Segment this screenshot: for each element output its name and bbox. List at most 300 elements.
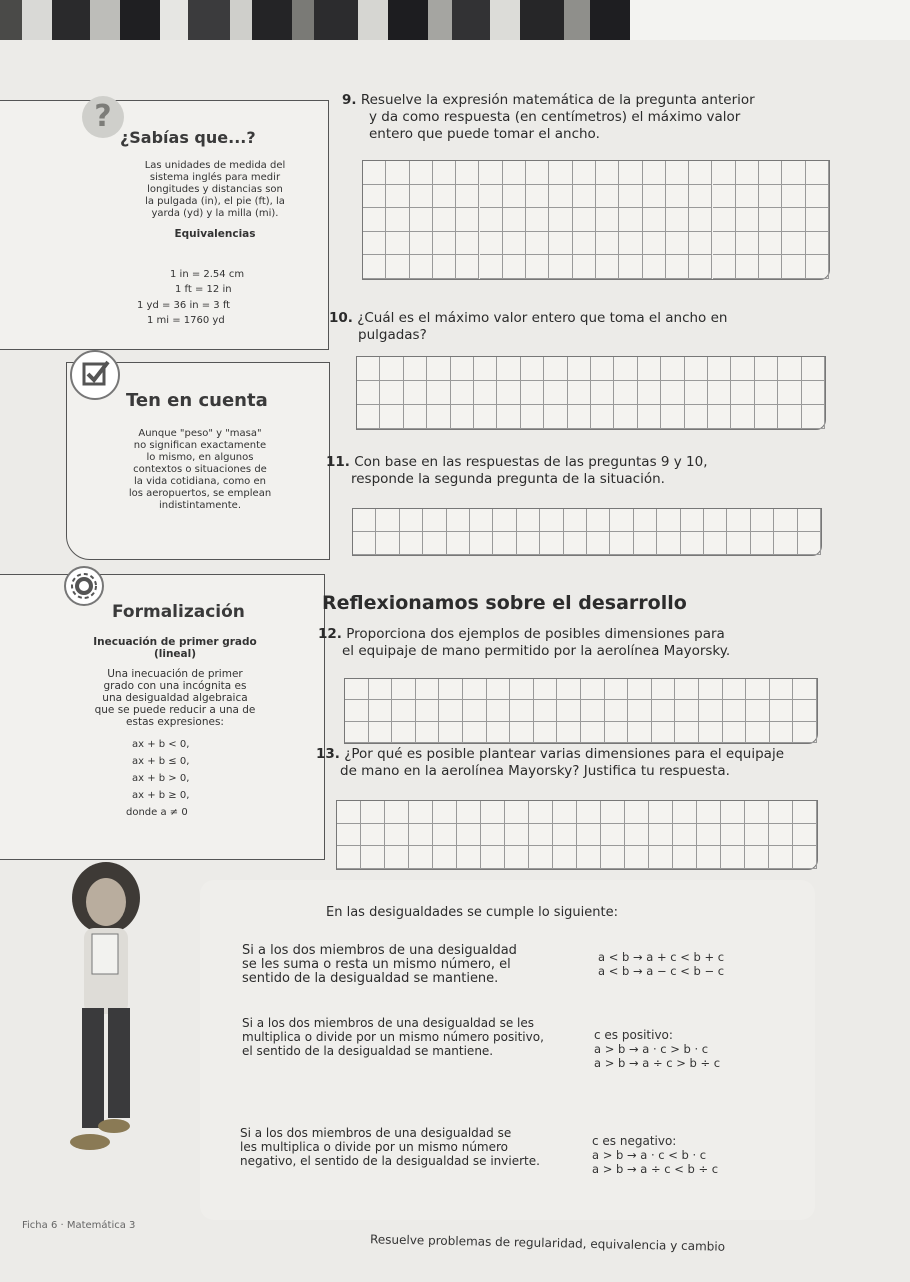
grid-cell[interactable] bbox=[746, 700, 770, 721]
grid-cell[interactable] bbox=[628, 700, 652, 721]
grid-cell[interactable] bbox=[337, 846, 361, 869]
grid-cell[interactable] bbox=[751, 532, 774, 555]
grid-cell[interactable] bbox=[581, 679, 605, 700]
grid-cell[interactable] bbox=[380, 405, 403, 429]
grid-cell[interactable] bbox=[759, 208, 782, 232]
grid-cell[interactable] bbox=[433, 846, 457, 869]
grid-cell[interactable] bbox=[745, 824, 769, 847]
grid-cell[interactable] bbox=[427, 405, 450, 429]
grid-cell[interactable] bbox=[557, 722, 581, 743]
grid-cell[interactable] bbox=[480, 232, 503, 256]
grid-cell[interactable] bbox=[596, 208, 619, 232]
grid-cell[interactable] bbox=[361, 801, 385, 824]
grid-cell[interactable] bbox=[470, 509, 493, 532]
grid-cell[interactable] bbox=[713, 232, 736, 256]
grid-cell[interactable] bbox=[549, 161, 572, 185]
grid-cell[interactable] bbox=[628, 722, 652, 743]
grid-cell[interactable] bbox=[526, 255, 549, 279]
grid-cell[interactable] bbox=[463, 722, 487, 743]
grid-cell[interactable] bbox=[755, 405, 778, 429]
grid-cell[interactable] bbox=[657, 532, 680, 555]
grid-cell[interactable] bbox=[553, 801, 577, 824]
grid-cell[interactable] bbox=[457, 846, 481, 869]
grid-cell[interactable] bbox=[487, 722, 511, 743]
grid-cell[interactable] bbox=[661, 357, 684, 381]
grid-cell[interactable] bbox=[581, 700, 605, 721]
grid-cell[interactable] bbox=[591, 405, 614, 429]
grid-cell[interactable] bbox=[681, 532, 704, 555]
grid-cell[interactable] bbox=[392, 700, 416, 721]
grid-cell[interactable] bbox=[601, 824, 625, 847]
grid-cell[interactable] bbox=[689, 161, 712, 185]
grid-cell[interactable] bbox=[793, 700, 817, 721]
grid-cell[interactable] bbox=[564, 532, 587, 555]
grid-cell[interactable] bbox=[745, 801, 769, 824]
grid-cell[interactable] bbox=[723, 700, 747, 721]
grid-cell[interactable] bbox=[685, 381, 708, 405]
grid-cell[interactable] bbox=[769, 801, 793, 824]
grid-cell[interactable] bbox=[793, 679, 817, 700]
grid-cell[interactable] bbox=[553, 824, 577, 847]
grid-cell[interactable] bbox=[619, 161, 642, 185]
grid-cell[interactable] bbox=[802, 405, 825, 429]
grid-cell[interactable] bbox=[625, 801, 649, 824]
grid-cell[interactable] bbox=[510, 679, 534, 700]
answer-grid-q12[interactable] bbox=[344, 678, 818, 744]
grid-cell[interactable] bbox=[581, 722, 605, 743]
grid-cell[interactable] bbox=[544, 357, 567, 381]
grid-cell[interactable] bbox=[416, 700, 440, 721]
grid-cell[interactable] bbox=[357, 405, 380, 429]
grid-cell[interactable] bbox=[433, 232, 456, 256]
grid-cell[interactable] bbox=[380, 357, 403, 381]
grid-cell[interactable] bbox=[736, 161, 759, 185]
grid-cell[interactable] bbox=[643, 185, 666, 209]
grid-cell[interactable] bbox=[392, 722, 416, 743]
grid-cell[interactable] bbox=[345, 700, 369, 721]
grid-cell[interactable] bbox=[770, 679, 794, 700]
grid-cell[interactable] bbox=[802, 381, 825, 405]
grid-cell[interactable] bbox=[386, 255, 409, 279]
grid-cell[interactable] bbox=[736, 255, 759, 279]
grid-cell[interactable] bbox=[369, 700, 393, 721]
grid-cell[interactable] bbox=[721, 846, 745, 869]
grid-cell[interactable] bbox=[605, 722, 629, 743]
grid-cell[interactable] bbox=[564, 509, 587, 532]
grid-cell[interactable] bbox=[708, 357, 731, 381]
grid-cell[interactable] bbox=[493, 509, 516, 532]
grid-cell[interactable] bbox=[410, 161, 433, 185]
grid-cell[interactable] bbox=[439, 679, 463, 700]
grid-cell[interactable] bbox=[463, 700, 487, 721]
grid-cell[interactable] bbox=[480, 255, 503, 279]
grid-cell[interactable] bbox=[723, 722, 747, 743]
grid-cell[interactable] bbox=[385, 824, 409, 847]
grid-cell[interactable] bbox=[652, 679, 676, 700]
grid-cell[interactable] bbox=[704, 509, 727, 532]
grid-cell[interactable] bbox=[610, 532, 633, 555]
grid-cell[interactable] bbox=[573, 185, 596, 209]
grid-cell[interactable] bbox=[689, 208, 712, 232]
grid-cell[interactable] bbox=[699, 679, 723, 700]
grid-cell[interactable] bbox=[727, 509, 750, 532]
grid-cell[interactable] bbox=[463, 679, 487, 700]
grid-cell[interactable] bbox=[759, 255, 782, 279]
grid-cell[interactable] bbox=[456, 232, 479, 256]
grid-cell[interactable] bbox=[619, 255, 642, 279]
grid-cell[interactable] bbox=[596, 255, 619, 279]
grid-cell[interactable] bbox=[526, 185, 549, 209]
grid-cell[interactable] bbox=[778, 405, 801, 429]
grid-cell[interactable] bbox=[689, 255, 712, 279]
grid-cell[interactable] bbox=[746, 722, 770, 743]
grid-cell[interactable] bbox=[410, 208, 433, 232]
grid-cell[interactable] bbox=[587, 532, 610, 555]
grid-cell[interactable] bbox=[643, 232, 666, 256]
grid-cell[interactable] bbox=[409, 801, 433, 824]
grid-cell[interactable] bbox=[713, 255, 736, 279]
grid-cell[interactable] bbox=[540, 509, 563, 532]
grid-cell[interactable] bbox=[363, 232, 386, 256]
grid-cell[interactable] bbox=[619, 185, 642, 209]
grid-cell[interactable] bbox=[451, 357, 474, 381]
grid-cell[interactable] bbox=[409, 824, 433, 847]
grid-cell[interactable] bbox=[614, 357, 637, 381]
grid-cell[interactable] bbox=[376, 532, 399, 555]
grid-cell[interactable] bbox=[534, 700, 558, 721]
grid-cell[interactable] bbox=[793, 801, 817, 824]
grid-cell[interactable] bbox=[392, 679, 416, 700]
grid-cell[interactable] bbox=[619, 208, 642, 232]
grid-cell[interactable] bbox=[526, 161, 549, 185]
grid-cell[interactable] bbox=[798, 532, 821, 555]
grid-cell[interactable] bbox=[614, 405, 637, 429]
grid-cell[interactable] bbox=[439, 722, 463, 743]
grid-cell[interactable] bbox=[727, 532, 750, 555]
grid-cell[interactable] bbox=[731, 405, 754, 429]
grid-cell[interactable] bbox=[708, 381, 731, 405]
grid-cell[interactable] bbox=[521, 405, 544, 429]
grid-cell[interactable] bbox=[363, 208, 386, 232]
grid-cell[interactable] bbox=[782, 232, 805, 256]
grid-cell[interactable] bbox=[427, 357, 450, 381]
grid-cell[interactable] bbox=[447, 532, 470, 555]
grid-cell[interactable] bbox=[503, 161, 526, 185]
grid-cell[interactable] bbox=[634, 532, 657, 555]
grid-cell[interactable] bbox=[769, 846, 793, 869]
grid-cell[interactable] bbox=[596, 185, 619, 209]
grid-cell[interactable] bbox=[793, 824, 817, 847]
grid-cell[interactable] bbox=[526, 232, 549, 256]
grid-cell[interactable] bbox=[433, 185, 456, 209]
grid-cell[interactable] bbox=[410, 185, 433, 209]
grid-cell[interactable] bbox=[474, 357, 497, 381]
grid-cell[interactable] bbox=[549, 185, 572, 209]
grid-cell[interactable] bbox=[778, 357, 801, 381]
grid-cell[interactable] bbox=[573, 161, 596, 185]
grid-cell[interactable] bbox=[493, 532, 516, 555]
grid-cell[interactable] bbox=[723, 679, 747, 700]
answer-grid-q13[interactable] bbox=[336, 800, 818, 870]
grid-cell[interactable] bbox=[521, 357, 544, 381]
grid-cell[interactable] bbox=[699, 700, 723, 721]
grid-cell[interactable] bbox=[470, 532, 493, 555]
grid-cell[interactable] bbox=[591, 357, 614, 381]
grid-cell[interactable] bbox=[353, 509, 376, 532]
grid-cell[interactable] bbox=[416, 679, 440, 700]
grid-cell[interactable] bbox=[638, 405, 661, 429]
grid-cell[interactable] bbox=[614, 381, 637, 405]
grid-cell[interactable] bbox=[649, 846, 673, 869]
grid-cell[interactable] bbox=[755, 357, 778, 381]
grid-cell[interactable] bbox=[553, 846, 577, 869]
grid-cell[interactable] bbox=[713, 161, 736, 185]
grid-cell[interactable] bbox=[385, 801, 409, 824]
grid-cell[interactable] bbox=[404, 357, 427, 381]
grid-cell[interactable] bbox=[685, 405, 708, 429]
grid-cell[interactable] bbox=[439, 700, 463, 721]
grid-cell[interactable] bbox=[497, 405, 520, 429]
grid-cell[interactable] bbox=[361, 824, 385, 847]
grid-cell[interactable] bbox=[625, 846, 649, 869]
grid-cell[interactable] bbox=[481, 824, 505, 847]
grid-cell[interactable] bbox=[591, 381, 614, 405]
grid-cell[interactable] bbox=[544, 405, 567, 429]
grid-cell[interactable] bbox=[534, 722, 558, 743]
grid-cell[interactable] bbox=[529, 846, 553, 869]
grid-cell[interactable] bbox=[416, 722, 440, 743]
grid-cell[interactable] bbox=[521, 381, 544, 405]
grid-cell[interactable] bbox=[376, 509, 399, 532]
grid-cell[interactable] bbox=[549, 208, 572, 232]
grid-cell[interactable] bbox=[451, 405, 474, 429]
grid-cell[interactable] bbox=[601, 801, 625, 824]
grid-cell[interactable] bbox=[497, 381, 520, 405]
grid-cell[interactable] bbox=[605, 700, 629, 721]
grid-cell[interactable] bbox=[731, 357, 754, 381]
grid-cell[interactable] bbox=[657, 509, 680, 532]
grid-cell[interactable] bbox=[673, 846, 697, 869]
grid-cell[interactable] bbox=[638, 381, 661, 405]
grid-cell[interactable] bbox=[345, 722, 369, 743]
grid-cell[interactable] bbox=[423, 532, 446, 555]
grid-cell[interactable] bbox=[568, 381, 591, 405]
grid-cell[interactable] bbox=[386, 185, 409, 209]
grid-cell[interactable] bbox=[510, 722, 534, 743]
grid-cell[interactable] bbox=[769, 824, 793, 847]
grid-cell[interactable] bbox=[573, 255, 596, 279]
grid-cell[interactable] bbox=[487, 679, 511, 700]
grid-cell[interactable] bbox=[456, 255, 479, 279]
grid-cell[interactable] bbox=[689, 232, 712, 256]
grid-cell[interactable] bbox=[708, 405, 731, 429]
grid-cell[interactable] bbox=[806, 255, 829, 279]
grid-cell[interactable] bbox=[337, 801, 361, 824]
grid-cell[interactable] bbox=[557, 700, 581, 721]
grid-cell[interactable] bbox=[666, 255, 689, 279]
grid-cell[interactable] bbox=[643, 161, 666, 185]
grid-cell[interactable] bbox=[673, 824, 697, 847]
grid-cell[interactable] bbox=[721, 801, 745, 824]
grid-cell[interactable] bbox=[369, 679, 393, 700]
grid-cell[interactable] bbox=[363, 255, 386, 279]
grid-cell[interactable] bbox=[457, 824, 481, 847]
answer-grid-q9[interactable] bbox=[362, 160, 830, 280]
grid-cell[interactable] bbox=[759, 161, 782, 185]
grid-cell[interactable] bbox=[652, 700, 676, 721]
grid-cell[interactable] bbox=[474, 381, 497, 405]
grid-cell[interactable] bbox=[699, 722, 723, 743]
grid-cell[interactable] bbox=[480, 161, 503, 185]
grid-cell[interactable] bbox=[457, 801, 481, 824]
grid-cell[interactable] bbox=[782, 208, 805, 232]
grid-cell[interactable] bbox=[685, 357, 708, 381]
grid-cell[interactable] bbox=[404, 381, 427, 405]
grid-cell[interactable] bbox=[481, 846, 505, 869]
grid-cell[interactable] bbox=[643, 208, 666, 232]
grid-cell[interactable] bbox=[634, 509, 657, 532]
grid-cell[interactable] bbox=[673, 801, 697, 824]
grid-cell[interactable] bbox=[456, 208, 479, 232]
grid-cell[interactable] bbox=[649, 824, 673, 847]
grid-cell[interactable] bbox=[681, 509, 704, 532]
grid-cell[interactable] bbox=[529, 824, 553, 847]
grid-cell[interactable] bbox=[652, 722, 676, 743]
grid-cell[interactable] bbox=[770, 722, 794, 743]
grid-cell[interactable] bbox=[568, 357, 591, 381]
grid-cell[interactable] bbox=[510, 700, 534, 721]
grid-cell[interactable] bbox=[601, 846, 625, 869]
grid-cell[interactable] bbox=[806, 208, 829, 232]
grid-cell[interactable] bbox=[625, 824, 649, 847]
grid-cell[interactable] bbox=[540, 532, 563, 555]
grid-cell[interactable] bbox=[480, 185, 503, 209]
grid-cell[interactable] bbox=[643, 255, 666, 279]
grid-cell[interactable] bbox=[480, 208, 503, 232]
grid-cell[interactable] bbox=[386, 161, 409, 185]
grid-cell[interactable] bbox=[782, 161, 805, 185]
grid-cell[interactable] bbox=[697, 846, 721, 869]
grid-cell[interactable] bbox=[409, 846, 433, 869]
grid-cell[interactable] bbox=[774, 532, 797, 555]
answer-grid-q10[interactable] bbox=[356, 356, 826, 430]
grid-cell[interactable] bbox=[666, 161, 689, 185]
grid-cell[interactable] bbox=[806, 232, 829, 256]
grid-cell[interactable] bbox=[386, 232, 409, 256]
grid-cell[interactable] bbox=[736, 232, 759, 256]
grid-cell[interactable] bbox=[481, 801, 505, 824]
grid-cell[interactable] bbox=[610, 509, 633, 532]
grid-cell[interactable] bbox=[759, 185, 782, 209]
grid-cell[interactable] bbox=[713, 185, 736, 209]
grid-cell[interactable] bbox=[497, 357, 520, 381]
grid-cell[interactable] bbox=[505, 801, 529, 824]
grid-cell[interactable] bbox=[451, 381, 474, 405]
grid-cell[interactable] bbox=[357, 357, 380, 381]
grid-cell[interactable] bbox=[447, 509, 470, 532]
grid-cell[interactable] bbox=[380, 381, 403, 405]
grid-cell[interactable] bbox=[675, 722, 699, 743]
grid-cell[interactable] bbox=[529, 801, 553, 824]
grid-cell[interactable] bbox=[806, 161, 829, 185]
grid-cell[interactable] bbox=[628, 679, 652, 700]
grid-cell[interactable] bbox=[619, 232, 642, 256]
grid-cell[interactable] bbox=[517, 509, 540, 532]
grid-cell[interactable] bbox=[736, 185, 759, 209]
grid-cell[interactable] bbox=[587, 509, 610, 532]
grid-cell[interactable] bbox=[736, 208, 759, 232]
grid-cell[interactable] bbox=[666, 208, 689, 232]
answer-grid-q11[interactable] bbox=[352, 508, 822, 556]
grid-cell[interactable] bbox=[517, 532, 540, 555]
grid-cell[interactable] bbox=[793, 846, 817, 869]
grid-cell[interactable] bbox=[386, 208, 409, 232]
grid-cell[interactable] bbox=[713, 208, 736, 232]
grid-cell[interactable] bbox=[675, 700, 699, 721]
grid-cell[interactable] bbox=[759, 232, 782, 256]
grid-cell[interactable] bbox=[774, 509, 797, 532]
grid-cell[interactable] bbox=[721, 824, 745, 847]
grid-cell[interactable] bbox=[605, 679, 629, 700]
grid-cell[interactable] bbox=[433, 255, 456, 279]
grid-cell[interactable] bbox=[433, 801, 457, 824]
grid-cell[interactable] bbox=[577, 846, 601, 869]
grid-cell[interactable] bbox=[363, 185, 386, 209]
grid-cell[interactable] bbox=[782, 185, 805, 209]
grid-cell[interactable] bbox=[697, 824, 721, 847]
grid-cell[interactable] bbox=[596, 161, 619, 185]
grid-cell[interactable] bbox=[793, 722, 817, 743]
grid-cell[interactable] bbox=[503, 208, 526, 232]
grid-cell[interactable] bbox=[568, 405, 591, 429]
grid-cell[interactable] bbox=[433, 208, 456, 232]
grid-cell[interactable] bbox=[573, 232, 596, 256]
grid-cell[interactable] bbox=[404, 405, 427, 429]
grid-cell[interactable] bbox=[503, 232, 526, 256]
grid-cell[interactable] bbox=[778, 381, 801, 405]
grid-cell[interactable] bbox=[503, 255, 526, 279]
grid-cell[interactable] bbox=[745, 846, 769, 869]
grid-cell[interactable] bbox=[337, 824, 361, 847]
grid-cell[interactable] bbox=[526, 208, 549, 232]
grid-cell[interactable] bbox=[433, 824, 457, 847]
grid-cell[interactable] bbox=[596, 232, 619, 256]
grid-cell[interactable] bbox=[573, 208, 596, 232]
grid-cell[interactable] bbox=[557, 679, 581, 700]
grid-cell[interactable] bbox=[400, 532, 423, 555]
grid-cell[interactable] bbox=[487, 700, 511, 721]
grid-cell[interactable] bbox=[423, 509, 446, 532]
grid-cell[interactable] bbox=[666, 185, 689, 209]
grid-cell[interactable] bbox=[505, 824, 529, 847]
grid-cell[interactable] bbox=[410, 255, 433, 279]
grid-cell[interactable] bbox=[661, 405, 684, 429]
grid-cell[interactable] bbox=[433, 161, 456, 185]
grid-cell[interactable] bbox=[798, 509, 821, 532]
grid-cell[interactable] bbox=[697, 801, 721, 824]
grid-cell[interactable] bbox=[505, 846, 529, 869]
grid-cell[interactable] bbox=[456, 161, 479, 185]
grid-cell[interactable] bbox=[456, 185, 479, 209]
grid-cell[interactable] bbox=[704, 532, 727, 555]
grid-cell[interactable] bbox=[363, 161, 386, 185]
grid-cell[interactable] bbox=[474, 405, 497, 429]
grid-cell[interactable] bbox=[385, 846, 409, 869]
grid-cell[interactable] bbox=[661, 381, 684, 405]
grid-cell[interactable] bbox=[503, 185, 526, 209]
grid-cell[interactable] bbox=[782, 255, 805, 279]
grid-cell[interactable] bbox=[357, 381, 380, 405]
